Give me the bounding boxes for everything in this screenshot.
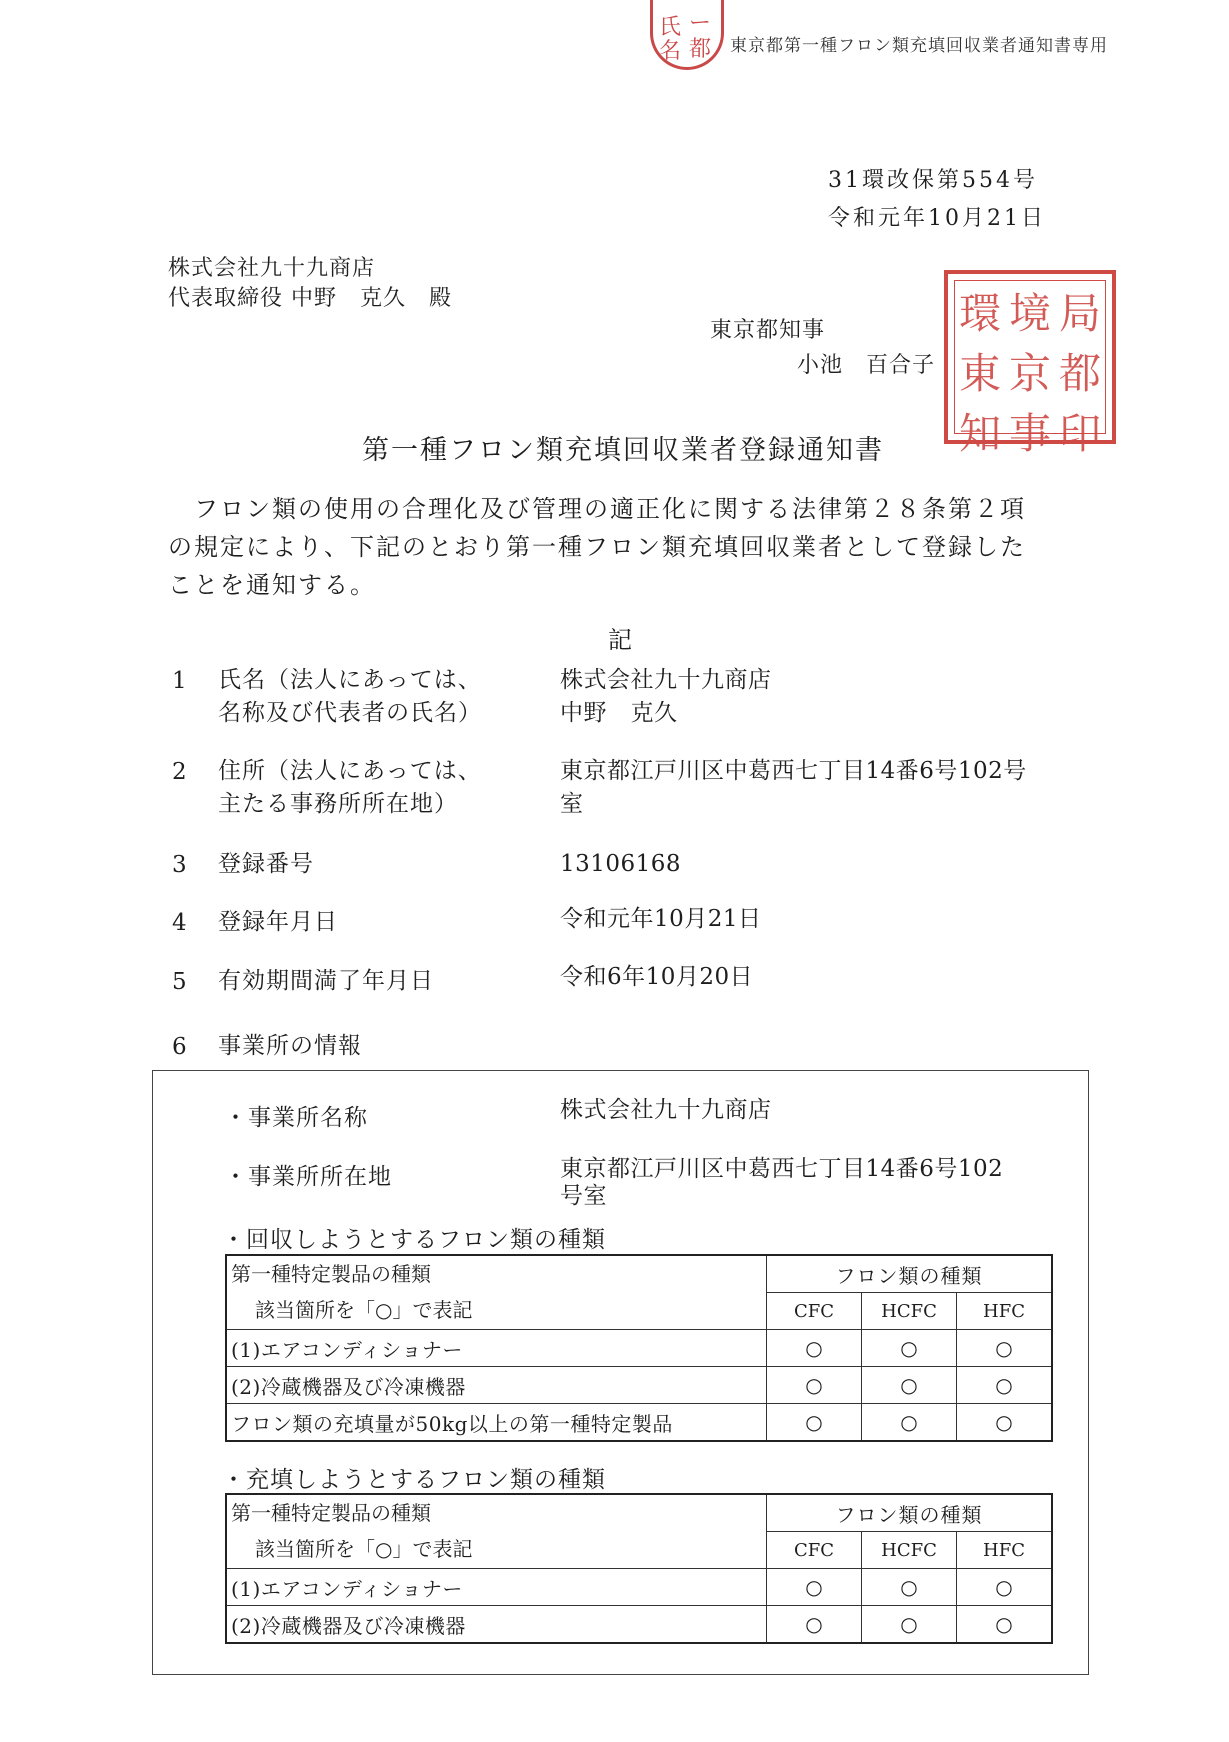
table-header-left bbox=[226, 1494, 767, 1569]
row-label: フロン類の充填量が50kg以上の第一種特定製品 bbox=[226, 1404, 767, 1442]
reference-number: 31環改保第554号 bbox=[828, 168, 1038, 193]
row-label: (2)冷蔵機器及び冷凍機器 bbox=[226, 1367, 767, 1404]
sender-title: 東京都知事 bbox=[710, 318, 826, 343]
item-label: 住所（法人にあっては、 bbox=[218, 758, 482, 784]
governor-seal bbox=[944, 270, 1116, 458]
seal-char: 環 bbox=[958, 289, 1001, 338]
addressee-representative: 代表取締役 中野 克久 殿 bbox=[168, 286, 452, 311]
office-name-value: 株式会社九十九商店 bbox=[560, 1097, 772, 1123]
seal-char: 京 bbox=[1008, 349, 1051, 398]
circle-mark: ○ bbox=[862, 1367, 957, 1404]
item-value: 中野 克久 bbox=[560, 700, 678, 726]
row-label: (1)エアコンディショナー bbox=[226, 1330, 767, 1367]
circle-mark: ○ bbox=[862, 1606, 957, 1644]
table-row bbox=[226, 1569, 1052, 1606]
circle-mark: ○ bbox=[957, 1367, 1053, 1404]
gas-header: CFC bbox=[767, 1532, 862, 1569]
item-value: 室 bbox=[560, 791, 584, 817]
item-value: 13106168 bbox=[560, 851, 682, 877]
circle-mark: ○ bbox=[862, 1569, 957, 1606]
header-line: 該当箇所を「○」で表記 bbox=[255, 1298, 473, 1322]
item-number: 1 bbox=[172, 668, 187, 694]
item-label: 登録年月日 bbox=[218, 909, 338, 935]
seal-char: 東 bbox=[958, 349, 1001, 398]
header-line: 第一種特定製品の種類 bbox=[231, 1501, 431, 1525]
item-number: 4 bbox=[172, 910, 187, 936]
item-number: 2 bbox=[172, 759, 187, 785]
gas-header: HCFC bbox=[862, 1293, 957, 1330]
body-paragraph: フロン類の使用の合理化及び管理の適正化に関する法律第２８条第２項の規定により、下記のとおり第一種フロン類充填回収業者として登録したことを通知する。 bbox=[168, 495, 1026, 599]
office-name-label: ・事業所名称 bbox=[224, 1105, 368, 1131]
item-number: 5 bbox=[172, 969, 187, 995]
item-value: 東京都江戸川区中葛西七丁目14番6号102号 bbox=[560, 758, 1027, 784]
seal-char: 都 bbox=[1058, 349, 1101, 398]
item-number: 3 bbox=[172, 852, 187, 878]
seal-char: 事 bbox=[1008, 409, 1051, 458]
circle-mark: ○ bbox=[767, 1367, 862, 1404]
filling-heading: ・充填しようとするフロン類の種類 bbox=[222, 1467, 606, 1493]
addressee-company: 株式会社九十九商店 bbox=[168, 256, 376, 281]
table-row bbox=[226, 1367, 1052, 1404]
circle-mark: ○ bbox=[767, 1606, 862, 1644]
issue-date: 令和元年10月21日 bbox=[828, 206, 1046, 231]
document-title: 第一種フロン類充填回収業者登録通知書 bbox=[362, 435, 884, 466]
seal-char: 局 bbox=[1058, 289, 1101, 338]
table-header-right: フロン類の種類 bbox=[767, 1494, 1053, 1532]
header-line: 第一種特定製品の種類 bbox=[231, 1262, 431, 1286]
table-header-left bbox=[226, 1255, 767, 1330]
ki-heading: 記 bbox=[608, 626, 632, 654]
recovery-table bbox=[225, 1254, 1053, 1442]
item-value: 令和6年10月20日 bbox=[560, 964, 754, 990]
item-label: 氏名（法人にあっては、 bbox=[218, 667, 482, 693]
circle-mark: ○ bbox=[767, 1330, 862, 1367]
table-header-right: フロン類の種類 bbox=[767, 1255, 1053, 1293]
item-number: 6 bbox=[172, 1034, 187, 1060]
circle-mark: ○ bbox=[957, 1606, 1053, 1644]
sender-name: 小池 百合子 bbox=[797, 353, 936, 378]
item-label: 有効期間満了年月日 bbox=[218, 968, 434, 994]
gas-header: CFC bbox=[767, 1293, 862, 1330]
row-label: (2)冷蔵機器及び冷凍機器 bbox=[226, 1606, 767, 1644]
seal-char: 境 bbox=[1008, 289, 1051, 338]
item-label: 登録番号 bbox=[218, 851, 314, 877]
office-location-value: 東京都江戸川区中葛西七丁目14番6号102 bbox=[560, 1156, 1004, 1182]
item-label: 事業所の情報 bbox=[218, 1033, 362, 1059]
gas-header: HFC bbox=[957, 1293, 1053, 1330]
seal-char: 都 bbox=[689, 37, 712, 62]
item-label: 主たる事務所所在地） bbox=[218, 791, 458, 817]
table-row bbox=[226, 1606, 1052, 1644]
item-label: 名称及び代表者の氏名） bbox=[218, 700, 482, 726]
row-label: (1)エアコンディショナー bbox=[226, 1569, 767, 1606]
seal-char: 氏 bbox=[659, 15, 682, 40]
filling-table bbox=[225, 1493, 1053, 1644]
circle-mark: ○ bbox=[862, 1330, 957, 1367]
seal-char: 印 bbox=[1058, 409, 1101, 458]
circle-mark: ○ bbox=[862, 1404, 957, 1442]
seal-char: 名 bbox=[659, 39, 682, 64]
seal-char: ー bbox=[689, 11, 712, 36]
circle-mark: ○ bbox=[767, 1404, 862, 1442]
corner-note: 東京都第一種フロン類充填回収業者通知書専用 bbox=[730, 36, 1108, 56]
seal-char: 知 bbox=[958, 409, 1001, 458]
header-line: 該当箇所を「○」で表記 bbox=[255, 1537, 473, 1561]
circle-mark: ○ bbox=[767, 1569, 862, 1606]
circle-mark: ○ bbox=[957, 1569, 1053, 1606]
office-location-label: ・事業所所在地 bbox=[224, 1164, 392, 1190]
office-location-value: 号室 bbox=[560, 1183, 607, 1209]
gas-header: HCFC bbox=[862, 1532, 957, 1569]
recovery-heading: ・回収しようとするフロン類の種類 bbox=[222, 1227, 606, 1253]
circle-mark: ○ bbox=[957, 1404, 1053, 1442]
item-value: 令和元年10月21日 bbox=[560, 906, 762, 932]
table-row bbox=[226, 1330, 1052, 1367]
gas-header: HFC bbox=[957, 1532, 1053, 1569]
table-row bbox=[226, 1404, 1052, 1442]
circle-mark: ○ bbox=[957, 1330, 1053, 1367]
official-seal-small bbox=[650, 0, 724, 70]
item-value: 株式会社九十九商店 bbox=[560, 667, 772, 693]
